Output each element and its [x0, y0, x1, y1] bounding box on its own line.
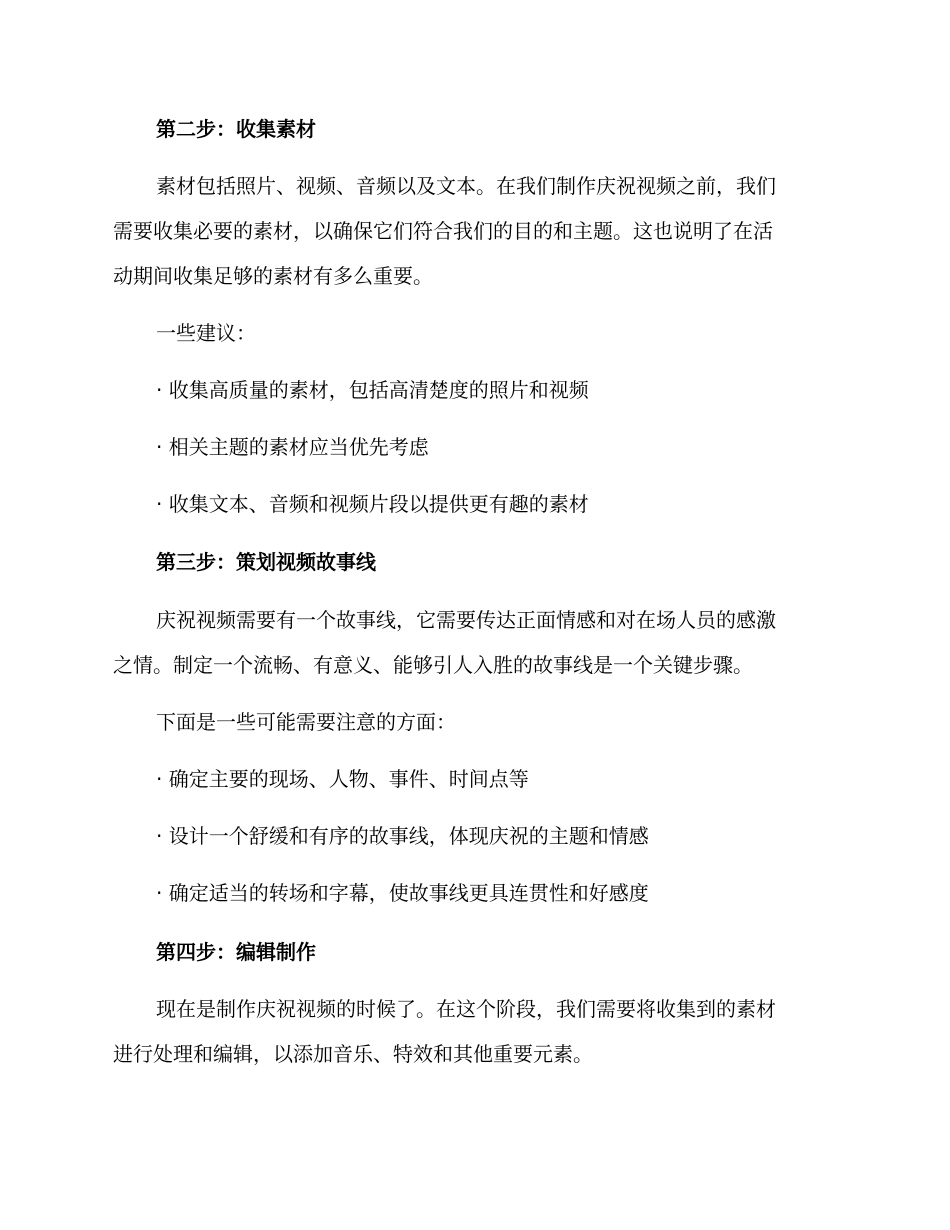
section-heading: 第四步：编辑制作 — [156, 940, 316, 964]
list-intro: 一些建议： — [156, 321, 256, 345]
section-heading: 第二步：收集素材 — [156, 117, 316, 141]
paragraph-line: 现在是制作庆祝视频的时候了。在这个阶段，我们需要将收集到的素材 — [156, 997, 776, 1021]
paragraph-line: 动期间收集足够的素材有多么重要。 — [113, 264, 433, 288]
paragraph-line: 庆祝视频需要有一个故事线，它需要传达正面情感和对在场人员的感激 — [156, 608, 776, 632]
paragraph-line: 素材包括照片、视频、音频以及文本。在我们制作庆祝视频之前，我们 — [156, 174, 776, 198]
section-heading: 第三步：策划视频故事线 — [156, 550, 376, 574]
list-item: · 确定主要的现场、人物、事件、时间点等 — [156, 767, 529, 791]
list-item: · 确定适当的转场和字幕，使故事线更具连贯性和好感度 — [156, 881, 649, 905]
list-item: · 收集文本、音频和视频片段以提供更有趣的素材 — [156, 492, 589, 516]
list-item: · 相关主题的素材应当优先考虑 — [156, 435, 429, 459]
paragraph-line: 进行处理和编辑，以添加音乐、特效和其他重要元素。 — [113, 1042, 593, 1066]
list-item: · 设计一个舒缓和有序的故事线，体现庆祝的主题和情感 — [156, 824, 649, 848]
paragraph-line: 需要收集必要的素材，以确保它们符合我们的目的和主题。这也说明了在活 — [113, 219, 773, 243]
list-intro: 下面是一些可能需要注意的方面： — [156, 710, 456, 734]
paragraph-line: 之情。制定一个流畅、有意义、能够引人入胜的故事线是一个关键步骤。 — [113, 653, 753, 677]
list-item: · 收集高质量的素材，包括高清楚度的照片和视频 — [156, 378, 589, 402]
